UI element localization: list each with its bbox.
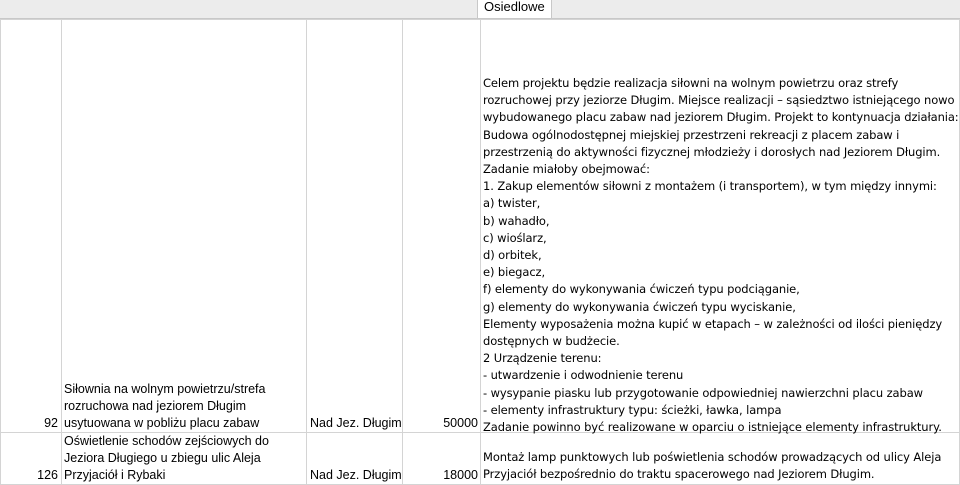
project-name-line: Przyjaciół i Rybaki <box>64 468 166 482</box>
spreadsheet <box>0 19 960 485</box>
description-line: wybudowanego placu zabaw nad jeziorem Długim. Projekt to kontynuacja działania: <box>483 110 959 125</box>
description-line: Zadanie miałoby obejmować: <box>483 162 650 177</box>
grid-line <box>480 19 481 485</box>
cost-cell[interactable]: 18000 <box>443 468 478 482</box>
description-line: a) twister, <box>483 196 541 211</box>
location-cell[interactable]: Nad Jez. Długim <box>310 468 402 482</box>
description-line: rozruchowej przy jeziorze Długim. Miejsce realizacji – sąsiedztwo istniejącego nowo <box>483 93 955 108</box>
grid-line <box>0 19 1 485</box>
description-line: 2 Urządzenie terenu: <box>483 351 602 366</box>
project-name-line: Jeziora Długiego u zbiegu ulic Aleja <box>64 451 261 465</box>
description-line: - elementy infrastruktury typu: ścieżki, ławka, lampa <box>483 402 782 417</box>
description-line: g) elementy do wykonywania ćwiczeń typu wyciskanie, <box>483 299 796 314</box>
description-line: f) elementy do wykonywania ćwiczeń typu podciąganie, <box>483 282 800 297</box>
project-name-cell[interactable] <box>64 381 304 432</box>
description-line: Celem projektu będzie realizacja siłowni na wolnym powietrzu oraz strefy <box>483 76 899 90</box>
row-id-cell[interactable]: 126 <box>37 468 58 482</box>
project-name-line: Siłownia na wolnym powietrzu/strefa <box>64 382 266 396</box>
description-line: Budowa ogólnodostępnej miejskiej przestrzeni rekreacji z placem zabaw i <box>483 127 900 142</box>
description-line: Elementy wyposażenia można kupić w etapach – w zależności od ilości pieniędzy <box>483 316 943 331</box>
row-id-cell[interactable]: 92 <box>44 416 58 430</box>
project-name-line: usytuowana w pobliżu placu zabaw <box>64 416 260 430</box>
description-line: przestrzenią do aktywności fizycznej młodzieży i dorosłych nad Jeziorem Długim. <box>483 144 941 159</box>
grid-line <box>61 19 62 485</box>
description-cell[interactable] <box>483 449 957 483</box>
description-line: e) biegacz, <box>483 265 546 280</box>
description-cell[interactable] <box>483 75 957 436</box>
description-line: 1. Zakup elementów siłowni z montażem (i transportem), w tym między innymi: <box>483 179 937 194</box>
description-line: Montaż lamp punktowych lub poświetlenia schodów prowadzących od ulicy Aleja <box>483 450 942 464</box>
location-cell[interactable]: Nad Jez. Długim <box>310 416 402 430</box>
description-line: - utwardzenie i odwodnienie terenu <box>483 368 684 383</box>
grid-line <box>402 19 403 485</box>
project-name-line: Oświetlenie schodów zejściowych do <box>64 434 269 448</box>
description-line: b) wahadło, <box>483 213 550 228</box>
description-line: - wysypanie piasku lub przygotowanie odpowiedniej nawierzchni placu zabaw <box>483 385 923 400</box>
project-name-line: rozruchowa nad jeziorem Długim <box>64 399 247 413</box>
description-line: c) wioślarz, <box>483 230 547 245</box>
description-line: dostępnych w budżecie. <box>483 334 620 349</box>
project-name-cell[interactable] <box>64 433 304 484</box>
description-line: Zadanie powinno być realizowane w oparciu o istniejące elementy infrastruktury. <box>483 420 942 435</box>
cost-cell[interactable]: 50000 <box>443 416 478 430</box>
grid-line <box>306 19 307 485</box>
sheet-tab[interactable]: Osiedlowe <box>477 0 552 18</box>
sheet-tab-bar <box>0 0 960 19</box>
description-line: d) orbitek, <box>483 248 542 263</box>
description-line: Przyjaciół bezpośrednio do traktu spacerowego nad Jeziorem Długim. <box>483 467 875 482</box>
